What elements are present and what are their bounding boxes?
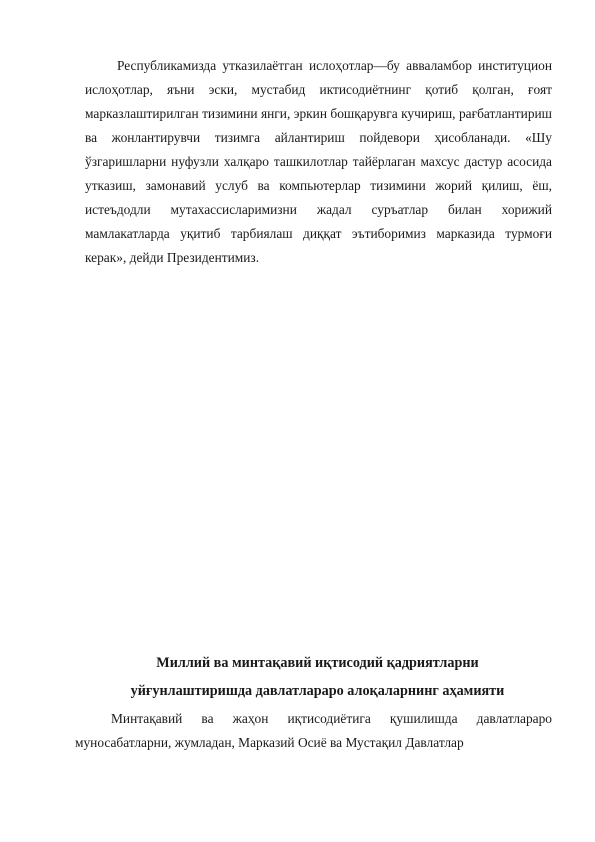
section-heading-line-2: уйғунлаштиришда давлатлараро алоқаларнинг аҳамияти — [130, 683, 505, 699]
body-paragraph-reforms: Республикамизда утказилаётган ислоҳотлар—бу авваламбор институцион ислоҳотлар, яъни эски, мустабид иктисодиётнинг қотиб қолган, ғоят марказлаштирилган тизимини янги, эркин бошқарувга кучириш, рағбатлантириш ва жонлантирувчи тизимга айлантириш пойдевори ҳисобланади. «Шу ўзгаришларни нуфузли халқаро ташкилотлар тайёрлаган махсус дастур асосида утказиш, замонавий услуб ва компьютерлар тизимини жорий қилиш, ёш, истеъдодли мутахассисларимизни жадал суръатлар билан хорижий мамлакатларда уқитиб тарбиялаш диққат эътиборимиз марказида турмоғи керак», дейди Президентимиз. — [85, 58, 552, 265]
section-heading-line-1: Миллий ва минтақавий иқтисодий қадриятларни — [156, 655, 479, 671]
body-paragraph-integration: Минтақавий ва жаҳон иқтисодиётига қушилишда давлатлараро муносабатларни, жумладан, Марказий Осиё ва Мустақил Давлатлар — [75, 711, 552, 750]
